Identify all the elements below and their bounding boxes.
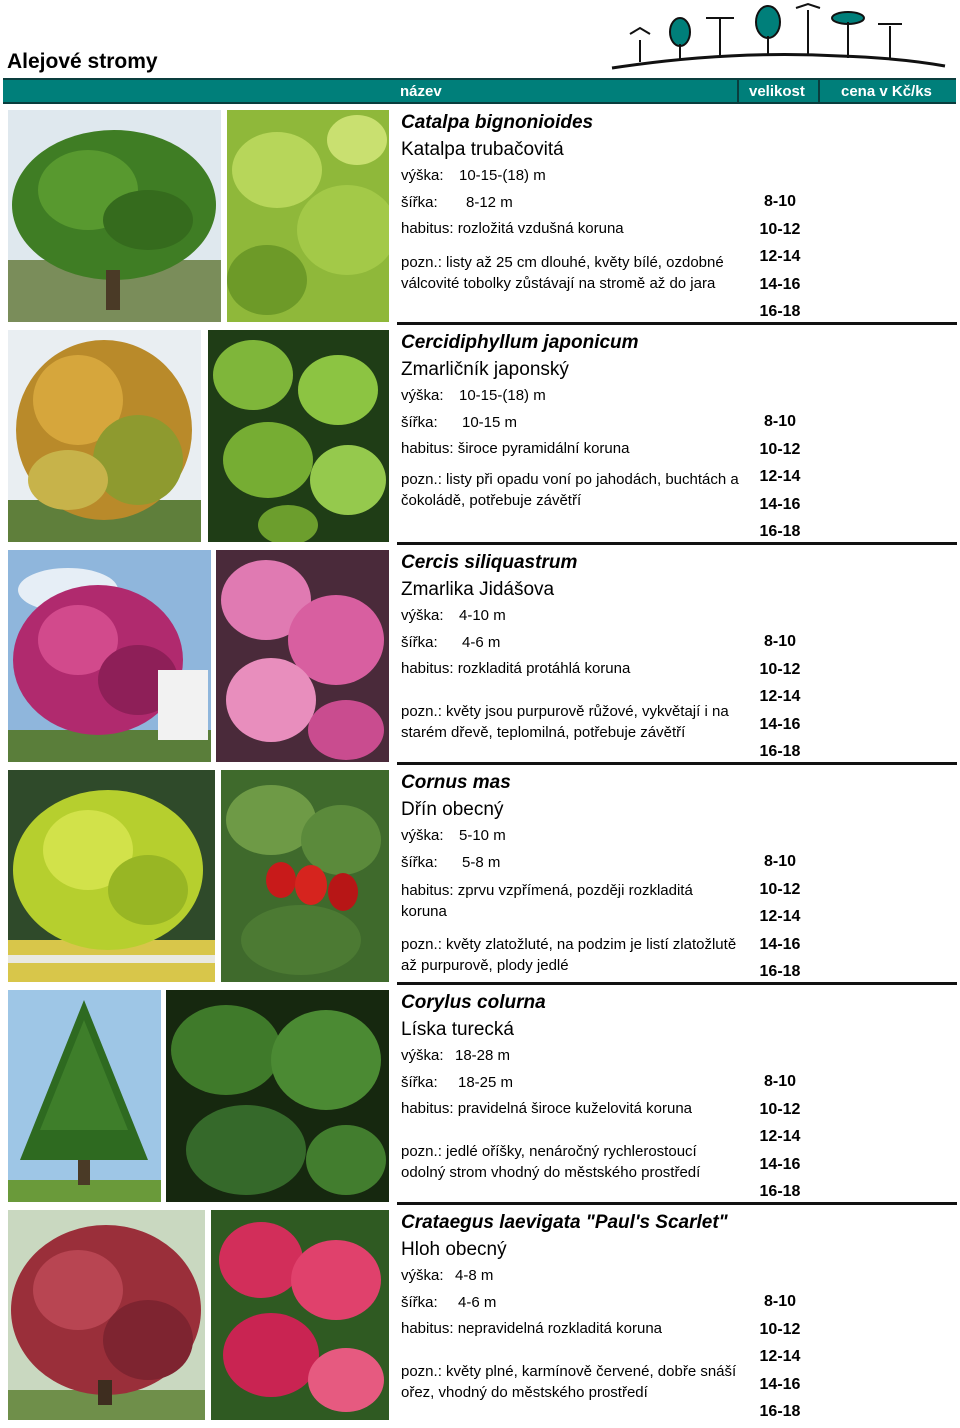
width-row [401,414,517,431]
size-item: 10-12 [759,660,801,678]
height-row [401,607,506,624]
height-label: výška: [401,387,444,404]
leaf-photo [166,990,389,1202]
size-item: 8-10 [763,633,797,650]
fruit-photo [221,770,389,982]
size-list [752,190,808,328]
size-item: 10-12 [759,1320,801,1338]
width-row [401,194,513,211]
czech-name: Zmarlika Jidášova [401,579,555,600]
latin-name: Catalpa bignonioides [401,112,594,133]
habitus: habitus: zprvu vzpřímená, později rozkladitá koruna [401,882,693,920]
separator [397,762,957,765]
tree-entry [0,106,960,326]
habitus: habitus: nepravidelná rozkladitá koruna [401,1320,662,1337]
leaf-photo [208,330,389,542]
czech-name: Líska turecká [401,1019,514,1040]
height-row [401,167,546,184]
height-value: 4-10 m [459,607,506,624]
column-header-name: název [400,83,442,100]
tree-photo [8,1210,205,1420]
habitus: habitus: rozložitá vzdušná koruna [401,220,624,237]
size-list [752,410,808,548]
tree-photo [8,770,215,982]
height-value: 10-15-(18) m [459,387,546,404]
height-label: výška: [401,1047,444,1064]
size-item: 8-10 [763,1073,797,1090]
table-header [3,78,956,104]
size-list [752,630,808,768]
size-item: 12-14 [759,1348,801,1365]
width-value: 5-8 m [462,854,501,871]
flower-photo [211,1210,389,1420]
size-item: 16-18 [759,523,801,540]
width-label: šířka: [401,194,438,211]
column-header-price: cena v Kč/ks [841,83,932,100]
width-label: šířka: [401,1294,438,1311]
height-label: výška: [401,1267,444,1284]
width-label: šířka: [401,414,438,431]
tree-entry [0,1206,960,1426]
habitus: habitus: pravidelná široce kuželovitá koruna [401,1100,692,1117]
height-label: výška: [401,167,444,184]
size-item: 12-14 [759,908,801,925]
size-item: 16-18 [759,303,801,320]
size-item: 10-12 [759,880,801,898]
size-item: 8-10 [763,1293,797,1310]
height-value: 10-15-(18) m [459,167,546,184]
height-value: 4-8 m [455,1267,494,1284]
width-value: 4-6 m [458,1294,497,1311]
size-item: 14-16 [759,935,801,953]
habitus: habitus: rozkladitá protáhlá koruna [401,660,631,677]
trees-logo-icon [610,0,955,72]
habitus: habitus: široce pyramidální koruna [401,440,630,457]
czech-name: Zmarličník japonský [401,359,569,380]
czech-name: Dřín obecný [401,799,504,820]
note: pozn.: květy zlatožluté, na podzim je listí zlatožlutě až purpurově, plody jedlé [401,936,737,974]
note: pozn.: květy jsou purpurově růžové, vykvětají i na starém dřevě, teplomilná, potřebuje závětří [401,703,729,741]
width-row [401,634,500,651]
tree-photo [8,110,221,322]
size-list [752,850,808,988]
separator [397,1202,957,1205]
latin-name: Corylus colurna [401,992,546,1013]
tree-entry [0,326,960,546]
page-title: Alejové stromy [7,50,158,73]
size-item: 14-16 [759,275,801,293]
note: pozn.: listy při opadu voní po jahodách, buchtách a čokoládě, potřebuje závětří [401,471,739,509]
separator [397,542,957,545]
width-value: 8-12 m [466,194,513,211]
width-value: 10-15 m [462,414,518,431]
width-label: šířka: [401,634,438,651]
width-row [401,1294,496,1311]
size-item: 14-16 [759,1375,801,1393]
size-item: 12-14 [759,1128,801,1145]
column-header-size: velikost [749,83,805,100]
width-value: 4-6 m [462,634,501,651]
latin-name: Cercis siliquastrum [401,552,578,573]
column-divider [818,80,820,102]
height-label: výška: [401,607,444,624]
tree-photo [8,550,211,762]
height-row [401,1267,493,1284]
size-list [752,1070,808,1208]
width-row [401,854,500,871]
tree-entry [0,546,960,766]
size-item: 14-16 [759,1155,801,1173]
note: pozn.: listy až 25 cm dlouhé, květy bílé, ozdobné válcovité tobolky zůstávají na stromě až do jara [401,254,724,292]
separator [397,982,957,985]
height-value: 5-10 m [459,827,506,844]
leaf-photo [227,110,389,322]
size-item: 16-18 [759,1183,801,1200]
width-label: šířka: [401,854,438,871]
size-item: 12-14 [759,248,801,265]
size-item: 10-12 [759,220,801,238]
height-row [401,1047,510,1064]
column-divider [737,80,739,102]
tree-photo [8,330,201,542]
czech-name: Katalpa trubačovitá [401,139,564,160]
flower-photo [216,550,389,762]
latin-name: Cercidiphyllum japonicum [401,332,639,353]
size-item: 12-14 [759,688,801,705]
size-item: 14-16 [759,715,801,733]
height-value: 18-28 m [455,1047,511,1064]
size-item: 16-18 [759,743,801,760]
size-item: 12-14 [759,468,801,485]
tree-photo [8,990,161,1202]
height-row [401,827,506,844]
note: pozn.: jedlé oříšky, nenáročný rychlerostoucí odolný strom vhodný do městského prostředí [401,1143,701,1181]
note: pozn.: květy plné, karmínově červené, dobře snáší ořez, vhodný do městského prostředí [401,1363,737,1401]
tree-entry [0,766,960,986]
size-item: 16-18 [759,1403,801,1420]
width-value: 18-25 m [458,1074,514,1091]
czech-name: Hloh obecný [401,1239,507,1260]
size-item: 14-16 [759,495,801,513]
size-item: 10-12 [759,1100,801,1118]
height-row [401,387,546,404]
latin-name: Cornus mas [401,772,511,793]
size-item: 16-18 [759,963,801,980]
size-item: 10-12 [759,440,801,458]
separator [397,322,957,325]
width-row [401,1074,513,1091]
tree-entry [0,986,960,1206]
latin-name: Crataegus laevigata "Paul's Scarlet" [401,1212,728,1233]
width-label: šířka: [401,1074,438,1091]
height-label: výška: [401,827,444,844]
size-item: 8-10 [763,853,797,870]
size-item: 8-10 [763,193,797,210]
size-item: 8-10 [763,413,797,430]
size-list [752,1290,808,1428]
